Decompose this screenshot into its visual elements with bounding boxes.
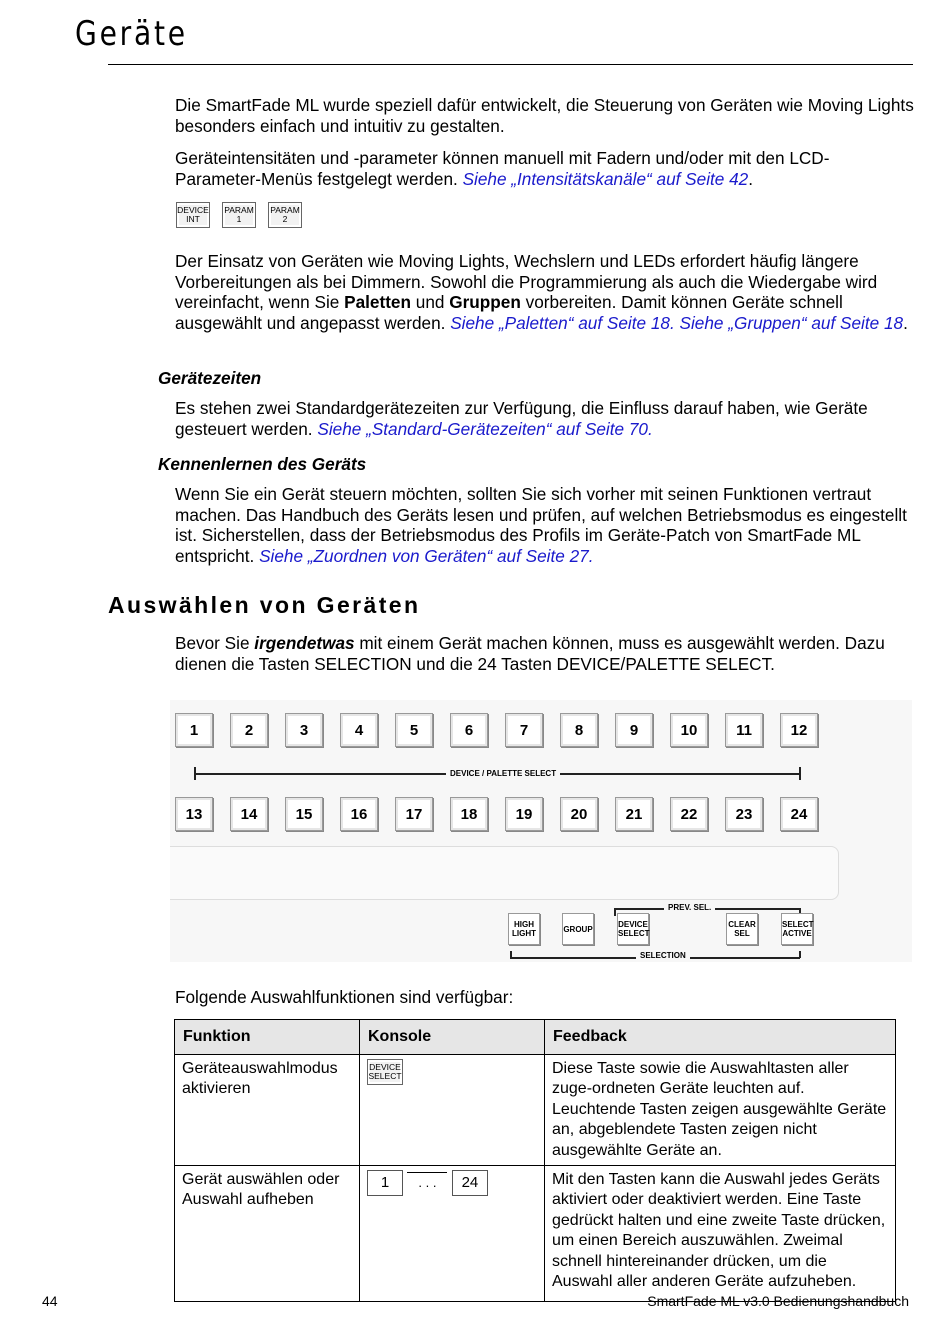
header-funktion: Funktion (175, 1020, 360, 1055)
heading-kennenlernen: Kennenlernen des Geräts (158, 454, 367, 474)
key-label: 1 (236, 214, 242, 224)
key-label: PARAM (270, 205, 300, 215)
device-select-button-14[interactable]: 14 (230, 797, 268, 831)
feedback-cell: Mit den Tasten kann die Auswahl jedes Geräts aktiviert oder deaktiviert werden. Eine Taste gedrückt halten und eine zweite Taste drücken, um einen Bereich auszuwählen. Zweimal schnell hintereinander drücken, um die Auswahl aller anderen Geräte aufzuheben. (545, 1166, 896, 1302)
device-select-button-3[interactable]: 3 (285, 713, 323, 747)
clear-sel-button[interactable] (726, 913, 758, 945)
emphasis-text: irgendetwas (254, 633, 355, 653)
feedback-cell: Diese Taste sowie die Auswahltasten aller zuge-ordneten Geräte leuchten auf. Leuchtende Tasten zeigen ausgewählte Geräte an, abgeblendete Tasten zeigen nicht ausgewählte Geräte an. (545, 1055, 896, 1166)
preparation-text: Der Einsatz von Geräten wie Moving Lights, Wechslern und LEDs erfordert häufig längere Vorbereitungen als bei Dimmern. Sowohl die Programmierung als auch die Wiedergabe wird vereinfacht, wenn Sie (175, 251, 878, 313)
range-dots: . . . (407, 1172, 447, 1193)
patch-devices-link[interactable]: Siehe „Zuordnen von Geräten“ auf Seite 27. (259, 545, 594, 566)
display-area (170, 846, 839, 900)
intensity-channels-link[interactable]: Siehe „Intensitätskanäle“ auf Seite 42 (462, 168, 749, 189)
device-int-key (176, 202, 210, 228)
select-active-button[interactable] (781, 913, 813, 945)
key-label: INT (186, 214, 200, 224)
intro-paragraph-2-text: Geräteintensitäten und -parameter können manuell mit Fadern und/oder mit den LCD-Parameter-Menüs festgelegt werden. (175, 148, 830, 189)
high-light-button[interactable] (508, 913, 540, 945)
funktion-cell: Gerät auswählen oder Auswahl aufheben (175, 1166, 360, 1302)
manual-title: SmartFade ML v3.0 Bedienungshandbuch (647, 1293, 909, 1309)
param-2-key (268, 202, 302, 228)
device-select-button-20[interactable]: 20 (560, 797, 598, 831)
selection-intro-paragraph (175, 633, 915, 674)
konsole-cell (360, 1055, 545, 1166)
intro-paragraph-1: Die SmartFade ML wurde speziell dafür entwickelt, die Steuerung von Geräten wie Moving Lights besonders einfach und intuitiv zu gestalten. (175, 95, 914, 136)
device-select-button-9[interactable]: 9 (615, 713, 653, 747)
geraetezeiten-text: Es stehen zwei Standardgerätezeiten zur Verfügung, die Einfluss darauf haben, wie Geräte gesteuert werden. (175, 398, 868, 439)
key-label: DEVICE (369, 1062, 401, 1072)
device-select-button-11[interactable]: 11 (725, 713, 763, 747)
preparation-text: und (410, 292, 450, 313)
device-select-button-19[interactable]: 19 (505, 797, 543, 831)
table-header-row (175, 1020, 896, 1055)
device-select-button-21[interactable]: 21 (615, 797, 653, 831)
range-tick (194, 767, 196, 780)
key-label: PARAM (224, 205, 254, 215)
title-rule (108, 64, 913, 65)
key-label: SELECT (368, 1071, 402, 1081)
param-1-key (222, 202, 256, 228)
preparation-text: vorbereiten. Damit können Geräte schnell ausgewählt und angepasst werden. (175, 292, 843, 333)
device-select-button-6[interactable]: 6 (450, 713, 488, 747)
selection-label: SELECTION (636, 951, 690, 960)
device-select-button-17[interactable]: 17 (395, 797, 433, 831)
palettes-term: Paletten (344, 292, 411, 313)
prev-sel-label: PREV. SEL. (664, 903, 715, 912)
device-select-button-5[interactable]: 5 (395, 713, 433, 747)
device-palette-select-label: DEVICE / PALETTE SELECT (446, 769, 560, 778)
header-feedback: Feedback (545, 1020, 896, 1055)
button-label: SELECT (618, 929, 650, 938)
device-select-button-1[interactable]: 1 (175, 713, 213, 747)
selection-tick (510, 951, 512, 958)
device-select-button-16[interactable]: 16 (340, 797, 378, 831)
device-select-key (367, 1059, 403, 1085)
button-label: LIGHT (512, 929, 536, 938)
device-select-button-22[interactable]: 22 (670, 797, 708, 831)
selection-intro-text: Bevor Sie (175, 633, 255, 653)
device-select-button-7[interactable]: 7 (505, 713, 543, 747)
device-select-button-8[interactable]: 8 (560, 713, 598, 747)
intro-paragraph-2 (175, 148, 915, 189)
device-select-button-10[interactable]: 10 (670, 713, 708, 747)
header-konsole: Konsole (360, 1020, 545, 1055)
page-number: 44 (42, 1293, 58, 1309)
groups-term: Gruppen (449, 292, 521, 313)
button-label: SEL (734, 929, 750, 938)
available-functions-paragraph: Folgende Auswahlfunktionen sind verfügbar: (175, 987, 514, 1007)
device-select-button-12[interactable]: 12 (780, 713, 818, 747)
console-panel-illustration (170, 700, 912, 962)
button-label: HIGH (514, 920, 534, 929)
palettes-groups-link[interactable]: Siehe „Paletten“ auf Seite 18. Siehe „Gruppen“ auf Seite 18 (450, 312, 904, 333)
konsole-cell (360, 1166, 545, 1302)
kennenlernen-paragraph (175, 484, 915, 566)
table-row (175, 1166, 896, 1302)
preparation-end: . (903, 312, 908, 333)
prev-sel-tick (614, 908, 616, 916)
device-select-button-15[interactable]: 15 (285, 797, 323, 831)
device-select-button[interactable] (617, 913, 649, 945)
heading-geraetezeiten: Gerätezeiten (158, 368, 262, 388)
button-label: DEVICE (618, 920, 648, 929)
button-label: ACTIVE (782, 929, 812, 938)
section-title: Auswählen von Geräten (108, 592, 421, 618)
funktion-cell: Geräteauswahlmodus aktivieren (175, 1055, 360, 1166)
key-label: DEVICE (177, 205, 209, 215)
selection-functions-table (174, 1019, 896, 1302)
key-label: 2 (282, 214, 288, 224)
device-select-button-24[interactable]: 24 (780, 797, 818, 831)
button-label: GROUP (563, 925, 593, 934)
page-title: Geräte (75, 14, 188, 54)
key-24: 24 (452, 1170, 488, 1196)
button-label: SELECT (782, 920, 814, 929)
default-times-link[interactable]: Siehe „Standard-Gerätezeiten“ auf Seite 70. (317, 418, 653, 439)
geraetezeiten-paragraph (175, 398, 915, 439)
range-tick (799, 767, 801, 780)
device-select-button-18[interactable]: 18 (450, 797, 488, 831)
selection-intro-text: mit einem Gerät machen können, muss es ausgewählt werden. Dazu dienen die Tasten SELECTION und die 24 Tasten DEVICE/PALETTE SELECT. (175, 633, 885, 674)
device-select-button-4[interactable]: 4 (340, 713, 378, 747)
table-row (175, 1055, 896, 1166)
preparation-paragraph (175, 251, 915, 333)
selection-tick (799, 951, 801, 958)
device-select-button-13[interactable]: 13 (175, 797, 213, 831)
button-label: CLEAR (728, 920, 756, 929)
intro-paragraph-2-end: . (748, 168, 754, 189)
device-select-button-2[interactable]: 2 (230, 713, 268, 747)
group-button[interactable] (562, 913, 594, 945)
key-1: 1 (367, 1170, 403, 1196)
kennenlernen-text: Wenn Sie ein Gerät steuern möchten, sollten Sie sich vorher mit seinen Funktionen vertraut machen. Das Handbuch des Geräts lesen und prüfen, auf welchen Betriebsmodus es eingestellt ist. Sicherstellen, dass der Betriebsmodus des Profils im Geräte-Patch von SmartFade ML entspricht. (175, 484, 907, 566)
device-select-button-23[interactable]: 23 (725, 797, 763, 831)
